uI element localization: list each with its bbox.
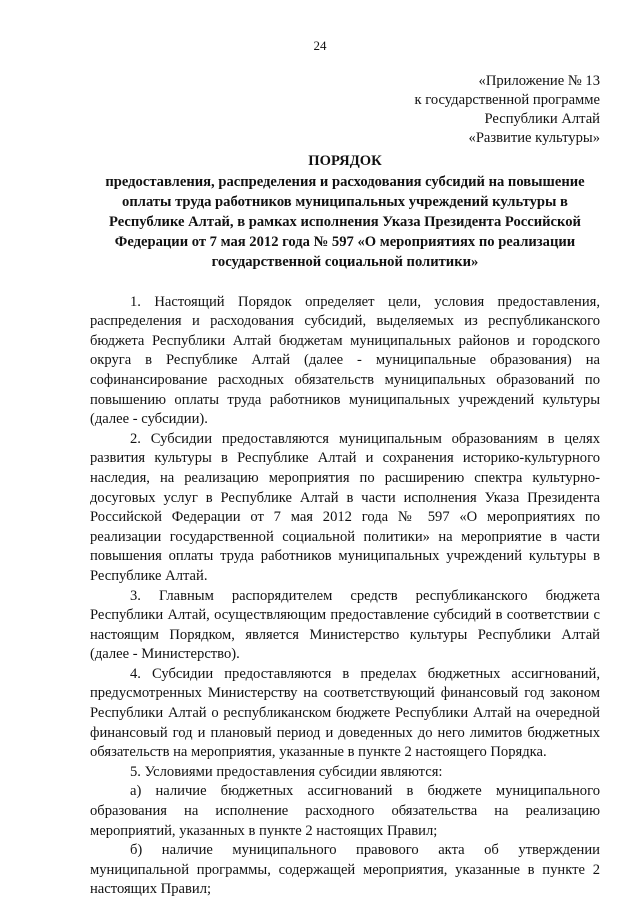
paragraph-4: 4. Субсидии предоставляются в пределах бюджетных ассигнований, предусмотренных Министерству на соответствующий финансовый год законом Республики Алтай о республиканском бюджете Республики Алтай на очередной финансовый год и плановый период и доведенных до него лимитов бюджетных обязательств на мероприятия, указанные в пункте 2 настоящего Порядка. [90,665,600,761]
document-title: ПОРЯДОК [308,153,382,169]
appendix-block [90,72,600,148]
page-number: 24 [313,38,327,53]
paragraph-2: 2. Субсидии предоставляются муниципальным образованиям в целях развития культуры в Республике Алтай и сохранения историко-культурного наследия, на реализацию мероприятия по расширению спектра культурно-досуговых услуг в Республике Алтай в части исполнения Указа Президента Российской Федерации от 7 мая 2012 года № 597 «О мероприятиях по реализации государственной социальной политики» на мероприятие в части повышения оплаты труда работников муниципальных учреждений культуры в Республике Алтай. [90,430,600,584]
paragraph-5: 5. Условиями предоставления субсидии являются: [130,763,443,780]
appendix-line: Республики Алтай [484,111,600,127]
subparagraph-a: а) наличие бюджетных ассигнований в бюджете муниципального образования на исполнение расходного обязательства на реализацию мероприятий, указанных в пункте 2 настоящих Правил; [90,783,600,839]
appendix-line: «Приложение № 13 [478,73,600,89]
document-subtitle: предоставления, распределения и расходования субсидий на повышение оплаты труда работников муниципальных учреждений культуры в Республике Алтай, в рамках исполнения Указа Президента Российской Федерации от 7 мая 2012 года № 597 «О мероприятиях по реализации государственной социальной политики» [105,173,585,270]
appendix-line: «Развитие культуры» [468,130,600,146]
paragraph-3: 3. Главным распорядителем средств республиканского бюджета Республики Алтай, осуществляющим предоставление субсидий в соответствии с настоящим Порядком, является Министерство культуры Республики Алтай (далее - Министерство). [90,587,600,663]
subparagraph-b: б) наличие муниципального правового акта об утверждении муниципальной программы, содержащей мероприятия, указанные в пункте 2 настоящих Правил; [90,842,600,898]
appendix-line: к государственной программе [414,92,600,108]
paragraph-1: 1. Настоящий Порядок определяет цели, условия предоставления, распределения и расходования субсидий, выделяемых из республиканского бюджета Республики Алтай бюджетам муниципальных районов и городского округа в Республике Алтай (далее - муниципальные образования) на софинансирование расходных обязательств муниципальных образований по повышению оплаты труда работников муниципальных учреждений культуры (далее - субсидии). [90,293,600,428]
